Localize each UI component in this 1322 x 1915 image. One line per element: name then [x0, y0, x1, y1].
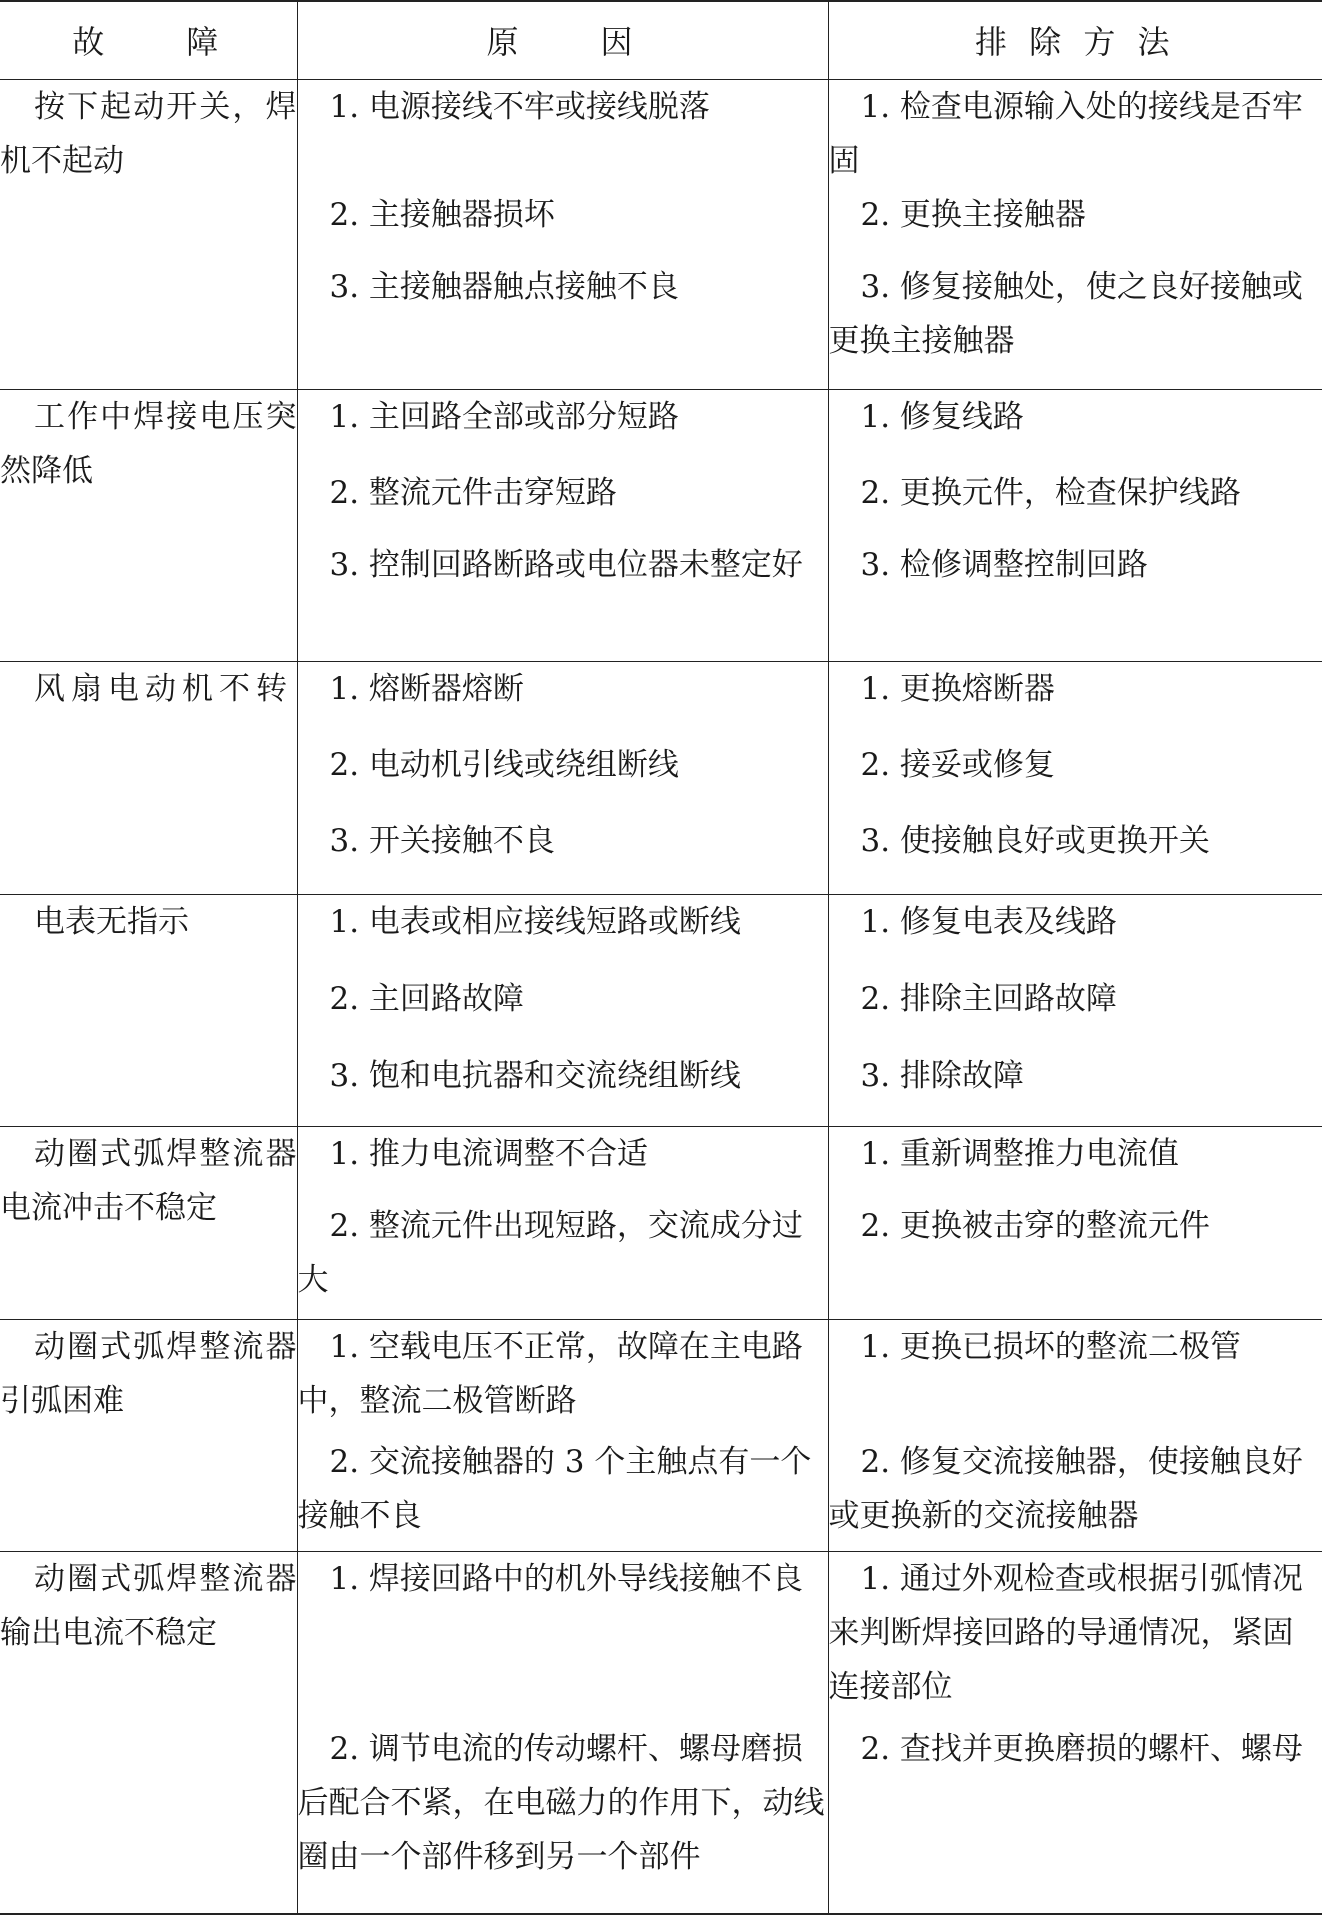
table-row [0, 1551, 1322, 1914]
cause-cell [297, 1551, 828, 1914]
cause-item: 1. 电表或相应接线短路或断线 [298, 895, 828, 972]
fault-cell [0, 389, 297, 661]
header-cause-label: 原 因 [486, 23, 638, 61]
header-remedy-label: 排 除 方 法 [975, 23, 1176, 61]
fault-cell [0, 1551, 297, 1914]
cause-cell [297, 389, 828, 661]
remedy-item: 3. 修复接触处，使之良好接触或更换主接触器 [829, 260, 1322, 368]
remedy-item: 1. 重新调整推力电流值 [829, 1127, 1322, 1199]
remedy-cell [828, 389, 1322, 661]
remedy-cell [828, 1126, 1322, 1319]
remedy-item: 1. 更换熔断器 [829, 662, 1322, 738]
header-cause [297, 1, 828, 79]
table-row [0, 894, 1322, 1126]
fault-cell [0, 661, 297, 894]
remedy-item: 2. 更换被击穿的整流元件 [829, 1199, 1322, 1253]
fault-cell [0, 894, 297, 1126]
cause-item: 1. 主回路全部或部分短路 [298, 390, 828, 466]
cause-item: 1. 空载电压不正常，故障在主电路中，整流二极管断路 [298, 1320, 828, 1435]
cause-item: 1. 电源接线不牢或接线脱落 [298, 80, 828, 188]
fault-text: 电表无指示 [0, 895, 297, 949]
remedy-item: 3. 排除故障 [829, 1049, 1322, 1103]
remedy-item: 1. 修复电表及线路 [829, 895, 1322, 972]
header-row [0, 1, 1322, 79]
fault-cell [0, 1126, 297, 1319]
cause-item: 3. 控制回路断路或电位器未整定好 [298, 538, 828, 592]
header-fault-label: 故 障 [72, 23, 224, 61]
remedy-item: 2. 查找并更换磨损的螺杆、螺母 [829, 1722, 1322, 1776]
remedy-item: 1. 修复线路 [829, 390, 1322, 466]
cause-item: 2. 整流元件出现短路，交流成分过大 [298, 1199, 828, 1307]
cause-cell [297, 1126, 828, 1319]
cause-item: 2. 整流元件击穿短路 [298, 466, 828, 538]
fault-text: 动圈式弧焊整流器引弧困难 [0, 1320, 297, 1428]
remedy-item: 2. 接妥或修复 [829, 738, 1322, 814]
remedy-cell [828, 1319, 1322, 1551]
fault-text: 动圈式弧焊整流器输出电流不稳定 [0, 1552, 297, 1660]
cause-item: 3. 开关接触不良 [298, 814, 828, 868]
remedy-cell [828, 894, 1322, 1126]
remedy-item: 2. 修复交流接触器，使接触良好或更换新的交流接触器 [829, 1435, 1322, 1543]
remedy-item: 3. 检修调整控制回路 [829, 538, 1322, 592]
cause-item: 1. 推力电流调整不合适 [298, 1127, 828, 1199]
fault-text: 按下起动开关，焊机不起动 [0, 80, 297, 188]
cause-item: 2. 调节电流的传动螺杆、螺母磨损后配合不紧，在电磁力的作用下，动线圈由一个部件移到另一个部件 [298, 1722, 828, 1884]
remedy-cell [828, 661, 1322, 894]
remedy-item: 2. 更换主接触器 [829, 188, 1322, 260]
table-row [0, 1319, 1322, 1551]
cause-item: 2. 主回路故障 [298, 972, 828, 1049]
cause-cell [297, 1319, 828, 1551]
header-fault [0, 1, 297, 79]
table-row [0, 1126, 1322, 1319]
remedy-cell [828, 1551, 1322, 1914]
table-row [0, 389, 1322, 661]
fault-text: 风扇电动机不转 [0, 662, 297, 716]
table-row [0, 661, 1322, 894]
table-row [0, 79, 1322, 389]
remedy-item: 2. 排除主回路故障 [829, 972, 1322, 1049]
cause-cell [297, 79, 828, 389]
cause-item: 3. 饱和电抗器和交流绕组断线 [298, 1049, 828, 1103]
remedy-item: 3. 使接触良好或更换开关 [829, 814, 1322, 868]
cause-item: 1. 焊接回路中的机外导线接触不良 [298, 1552, 828, 1722]
cause-item: 2. 电动机引线或绕组断线 [298, 738, 828, 814]
header-remedy [828, 1, 1322, 79]
cause-item: 2. 主接触器损坏 [298, 188, 828, 260]
cause-item: 1. 熔断器熔断 [298, 662, 828, 738]
remedy-item: 1. 检查电源输入处的接线是否牢固 [829, 80, 1322, 188]
remedy-item: 2. 更换元件，检查保护线路 [829, 466, 1322, 538]
cause-item: 3. 主接触器触点接触不良 [298, 260, 828, 314]
cause-cell [297, 661, 828, 894]
cause-item: 2. 交流接触器的 3 个主触点有一个接触不良 [298, 1435, 828, 1543]
fault-cell [0, 79, 297, 389]
cause-cell [297, 894, 828, 1126]
fault-text: 工作中焊接电压突然降低 [0, 390, 297, 498]
remedy-cell [828, 79, 1322, 389]
remedy-item: 1. 通过外观检查或根据引弧情况来判断焊接回路的导通情况，紧固连接部位 [829, 1552, 1322, 1722]
fault-cell [0, 1319, 297, 1551]
remedy-item: 1. 更换已损坏的整流二极管 [829, 1320, 1322, 1435]
fault-text: 动圈式弧焊整流器电流冲击不稳定 [0, 1127, 297, 1235]
